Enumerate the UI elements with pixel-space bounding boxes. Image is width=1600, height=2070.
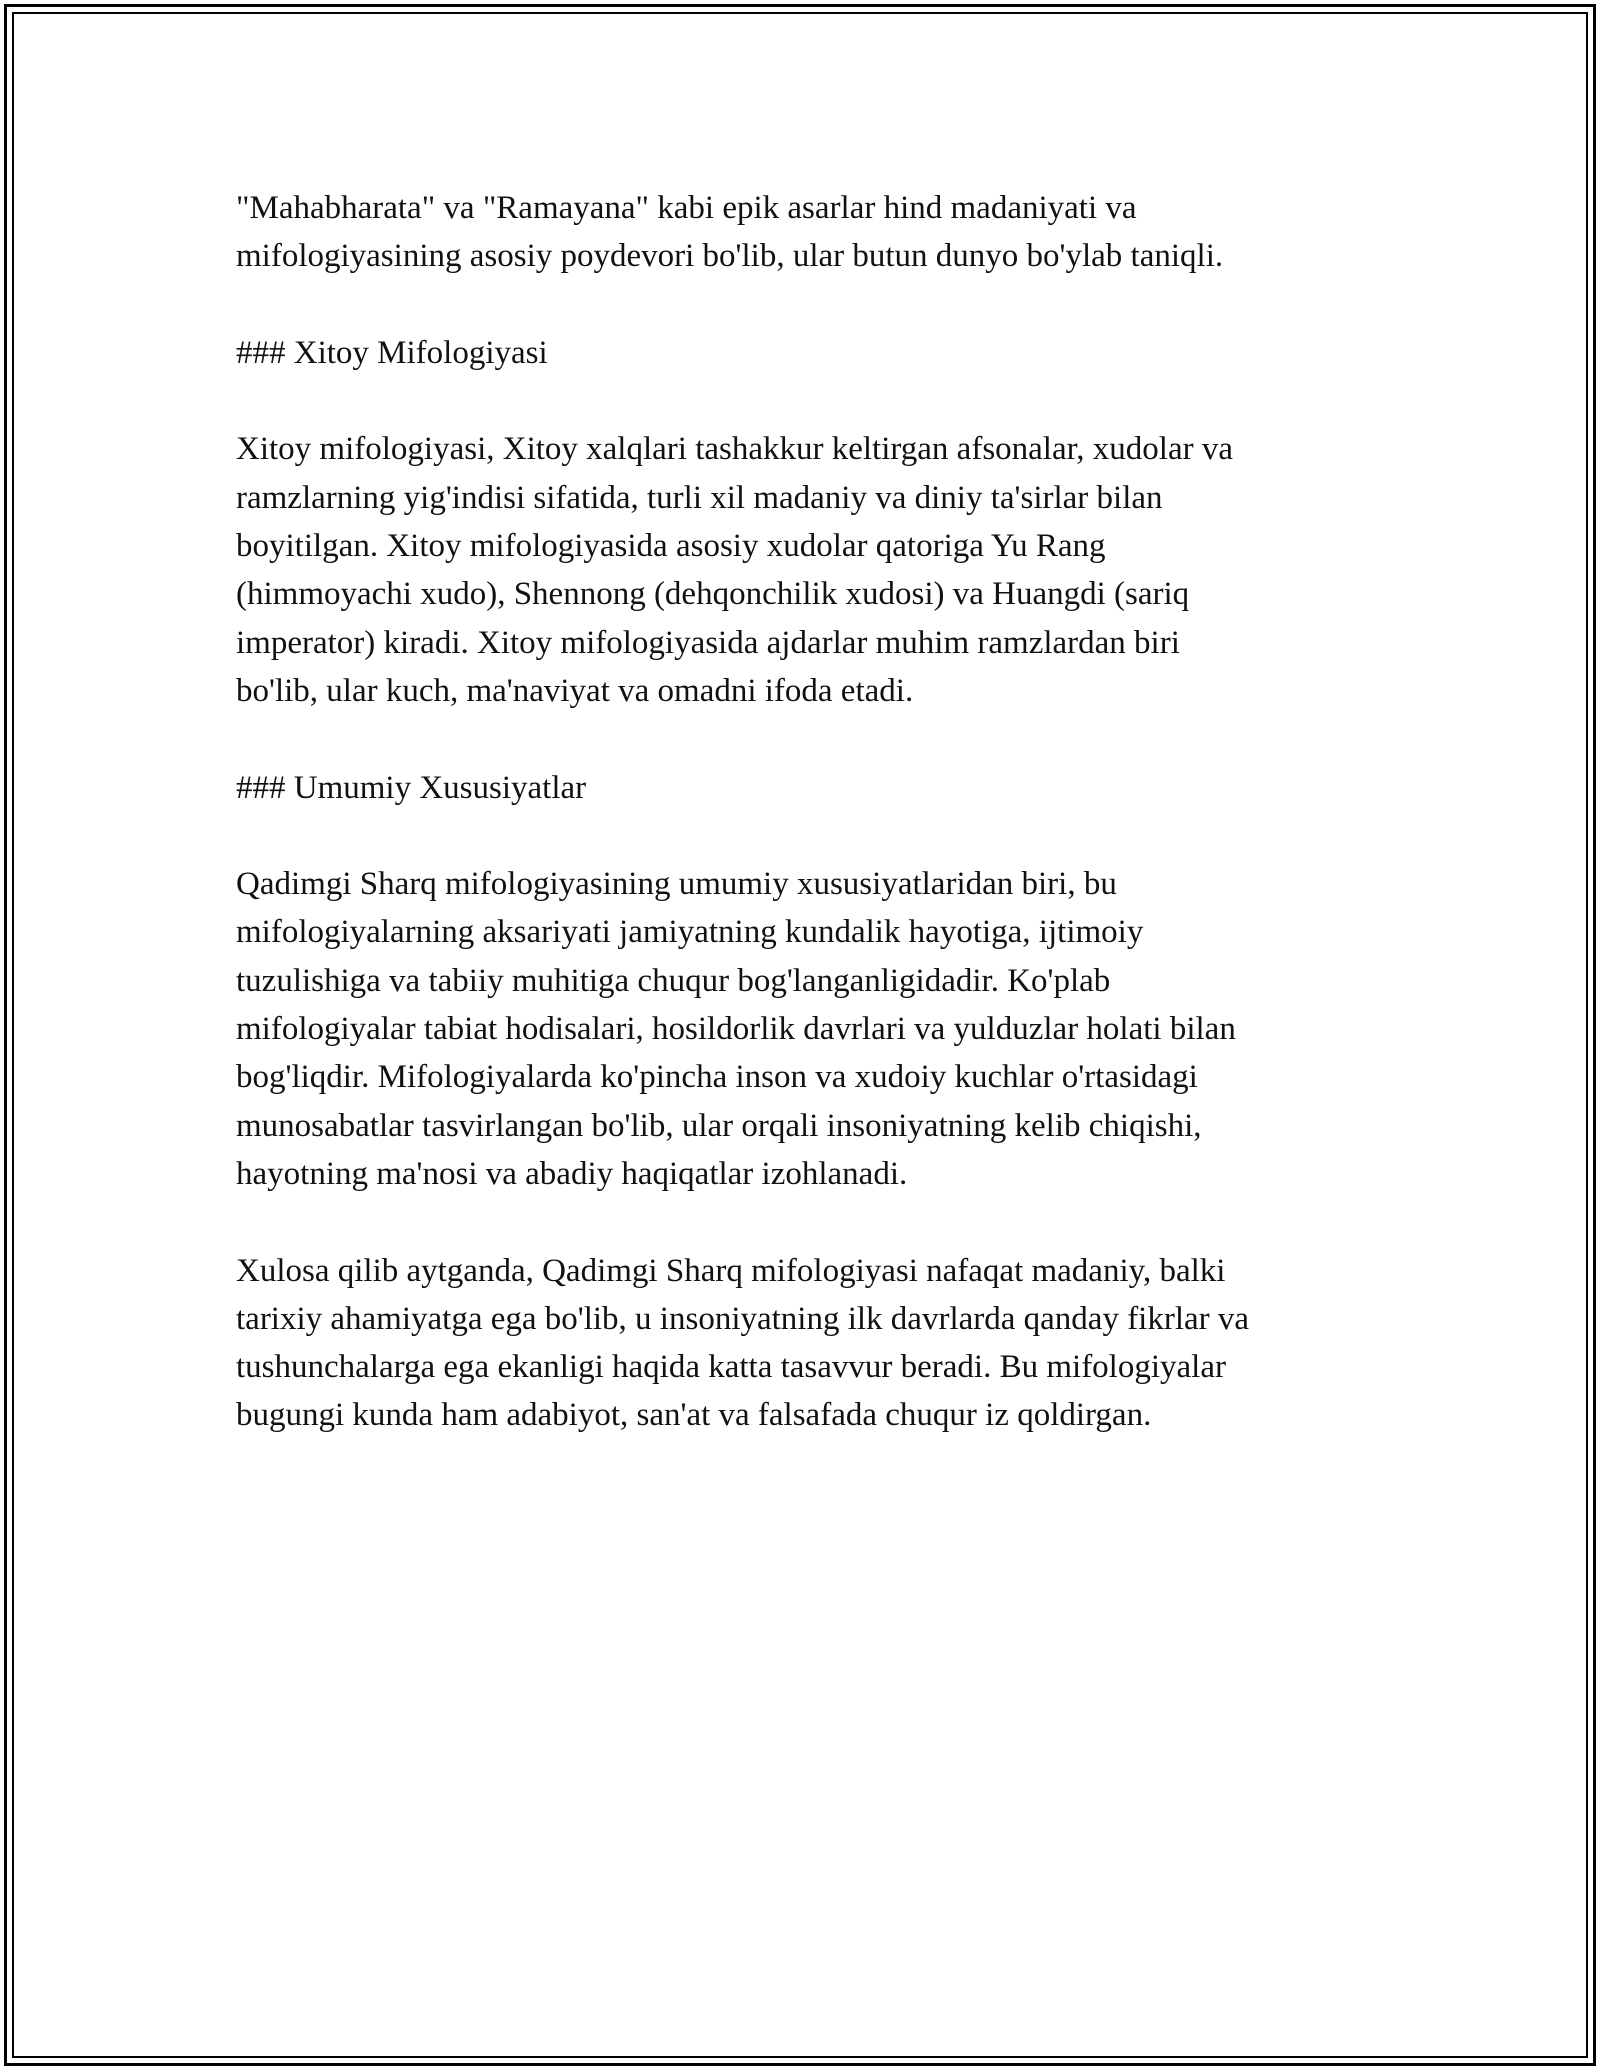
text-line: Xulosa qilib aytganda, Qadimgi Sharq mifologiyasi nafaqat madaniy, balki — [236, 1252, 1226, 1289]
text-line: bugungi kunda ham adabiyot, san'at va falsafada chuqur iz qoldirgan. — [236, 1397, 1152, 1434]
text-line: tushunchalarga ega ekanligi haqida katta tasavvur beradi. Bu mifologiyalar — [236, 1349, 1226, 1386]
text-line: munosabatlar tasvirlangan bo'lib, ular orqali insoniyatning kelib chiqishi, — [236, 1107, 1202, 1144]
paragraph-xitoy — [236, 425, 1376, 715]
text-line: Qadimgi Sharq mifologiyasining umumiy xususiyatlaridan biri, bu — [236, 866, 1117, 903]
text-line: tarixiy ahamiyatga ega bo'lib, u insoniyatning ilk davrlarda qanday fikrlar va — [236, 1300, 1250, 1337]
text-line: mifologiyasining asosiy poydevori bo'lib, ular butun dunyo bo'ylab taniqli. — [236, 238, 1224, 275]
text-line: (himmoyachi xudo), Shennong (dehqonchilik xudosi) va Huangdi (sariq — [236, 576, 1190, 613]
text-line: "Mahabharata" va "Ramayana" kabi epik asarlar hind madaniyati va — [236, 190, 1137, 226]
heading-umumiy-xususiyatlar — [236, 764, 1376, 812]
text-line: Xitoy mifologiyasi, Xitoy xalqlari tashakkur keltirgan afsonalar, xudolar va — [236, 431, 1233, 468]
text-line: hayotning ma'nosi va abadiy haqiqatlar izohlanadi. — [236, 1155, 908, 1192]
text-line: imperator) kiradi. Xitoy mifologiyasida ajdarlar muhim ramzlardan biri — [236, 624, 1180, 661]
document-body — [236, 184, 1376, 1440]
text-line: bog'liqdir. Mifologiyalarda ko'pincha inson va xudoiy kuchlar o'rtasidagi — [236, 1059, 1198, 1096]
heading-xitoy-mifologiyasi — [236, 329, 1376, 377]
paragraph-xulosa — [236, 1247, 1376, 1440]
text-line: bo'lib, ular kuch, ma'naviyat va omadni ifoda etadi. — [236, 672, 914, 709]
text-line: mifologiyalarning aksariyati jamiyatning kundalik hayotiga, ijtimoiy — [236, 914, 1144, 951]
heading-text: ### Xitoy Mifologiyasi — [236, 334, 548, 371]
text-line: mifologiyalar tabiat hodisalari, hosildorlik davrlari va yulduzlar holati bilan — [236, 1011, 1236, 1048]
paragraph-umumiy — [236, 860, 1376, 1198]
text-line: tuzulishiga va tabiiy muhitiga chuqur bog'langanligidadir. Ko'plab — [236, 962, 1111, 999]
text-line: boyitilgan. Xitoy mifologiyasida asosiy xudolar qatoriga Yu Rang — [236, 528, 1106, 565]
heading-text: ### Umumiy Xususiyatlar — [236, 769, 587, 806]
text-line: ramzlarning yig'indisi sifatida, turli xil madaniy va diniy ta'sirlar bilan — [236, 479, 1163, 516]
paragraph-mahabharata — [236, 184, 1376, 281]
